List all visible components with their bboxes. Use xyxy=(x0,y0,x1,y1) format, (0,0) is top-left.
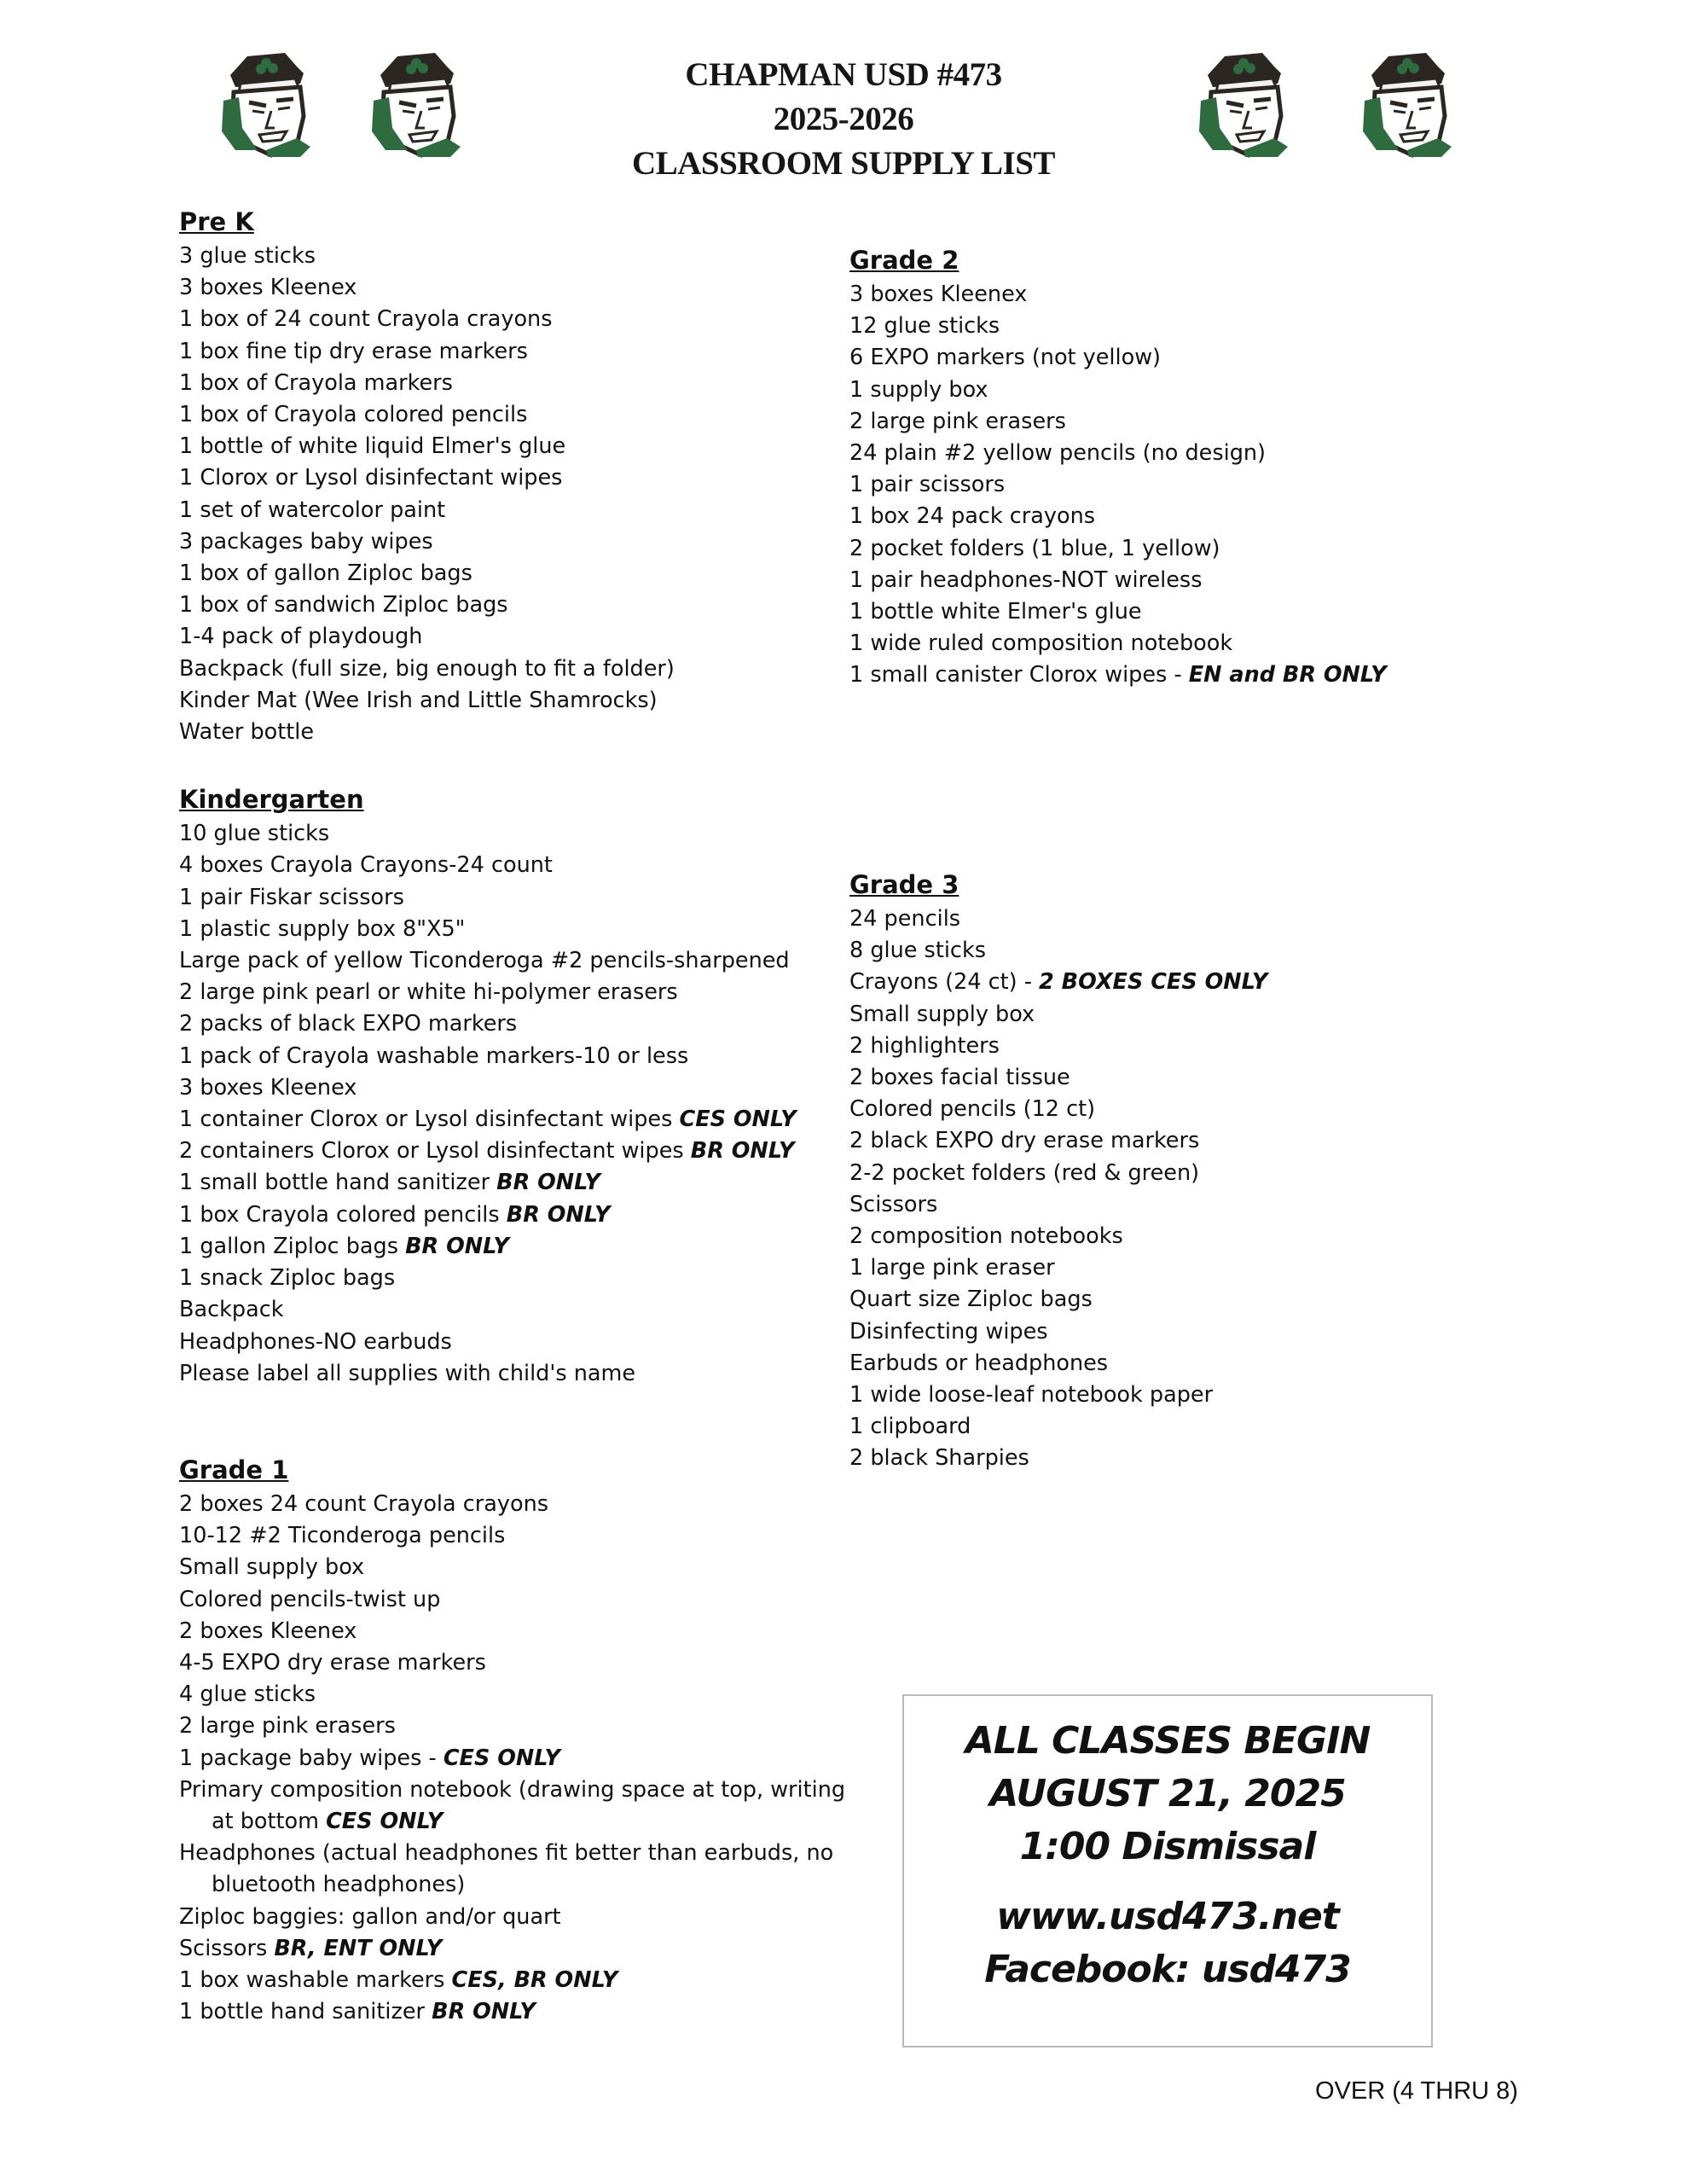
item-text: Water bottle xyxy=(179,719,315,746)
item-text: 1 box of sandwich Ziploc bags xyxy=(179,592,508,619)
item-text: 4 boxes Crayola Crayons-24 count xyxy=(179,852,553,879)
item-text: 1 small canister Clorox wipes - xyxy=(849,662,1189,688)
list-item xyxy=(849,967,1464,998)
section-title: Kindergarten xyxy=(179,785,364,815)
item-text: 2 containers Clorox or Lysol disinfectant wipes xyxy=(179,1138,691,1165)
list-item xyxy=(179,1489,861,1520)
item-text: 2 boxes 24 count Crayola crayons xyxy=(179,1490,549,1517)
item-text: 4 glue sticks xyxy=(179,1682,316,1708)
item-text: 3 boxes Kleenex xyxy=(849,282,1028,307)
item-text: 1 large pink eraser xyxy=(849,1255,1055,1281)
list-item xyxy=(849,1284,1464,1316)
availability-note: BR, ENT ONLY xyxy=(274,1935,443,1961)
list-item xyxy=(179,1008,861,1040)
list-item xyxy=(849,1252,1464,1284)
item-text: Colored pencils-twist up xyxy=(179,1586,441,1612)
section-grade1 xyxy=(179,1451,861,2028)
notice-line: ALL CLASSES BEGIN xyxy=(965,1719,1371,1763)
district-name: CHAPMAN USD #473 xyxy=(685,56,1002,93)
item-text: 2 large pink erasers xyxy=(179,1713,396,1740)
list-item xyxy=(849,565,1464,596)
item-text: 2 boxes facial tissue xyxy=(849,1065,1070,1091)
item-text: 1 package baby wipes - xyxy=(179,1745,443,1771)
section-grade2 xyxy=(849,241,1464,692)
item-text: Kinder Mat (Wee Irish and Little Shamrocks) xyxy=(179,687,658,713)
item-text: Small supply box xyxy=(179,1554,365,1581)
list-item xyxy=(179,850,861,881)
list-item xyxy=(179,914,861,945)
item-text: 1 box of 24 count Crayola crayons xyxy=(179,306,553,333)
list-item xyxy=(179,1743,861,1774)
list-item xyxy=(179,1231,861,1263)
list-item xyxy=(179,1327,861,1358)
availability-note: BR ONLY xyxy=(506,1201,611,1228)
item-text: 12 glue sticks xyxy=(849,313,1000,340)
item-text: 1 box washable markers xyxy=(179,1966,452,1993)
item-text: 1 bottle hand sanitizer xyxy=(179,1999,432,2025)
list-item xyxy=(179,1136,861,1167)
item-text: 1 bottle of white liquid Elmer's glue xyxy=(179,433,566,460)
item-text: 1 snack Ziploc bags xyxy=(179,1265,396,1292)
item-text: Earbuds or headphones xyxy=(849,1350,1109,1376)
list-item xyxy=(849,596,1464,628)
list-item xyxy=(179,1041,861,1072)
list-item xyxy=(179,1616,861,1647)
item-text: 1 pair Fiskar scissors xyxy=(179,884,404,910)
item-text: 1 box fine tip dry erase markers xyxy=(179,338,528,364)
list-item xyxy=(849,342,1464,374)
list-item xyxy=(179,558,861,590)
section-kindergarten xyxy=(179,781,861,1390)
list-item xyxy=(179,1294,861,1326)
list-item xyxy=(849,1411,1464,1443)
availability-note: EN and BR ONLY xyxy=(1188,662,1387,688)
list-item xyxy=(179,653,861,685)
item-text: 1 gallon Ziploc bags xyxy=(179,1233,406,1259)
item-text: 10-12 #2 Ticonderoga pencils xyxy=(179,1523,506,1549)
item-text: 1 box 24 pack crayons xyxy=(849,503,1096,530)
list-item xyxy=(179,1199,861,1231)
list-item xyxy=(849,999,1464,1031)
school-year: 2025-2026 xyxy=(773,101,914,137)
item-text: 1 supply box xyxy=(849,376,988,403)
item-text: 2 black Sharpies xyxy=(849,1445,1029,1472)
item-text: 3 packages baby wipes xyxy=(179,528,433,555)
list-item xyxy=(849,1221,1464,1252)
list-item xyxy=(179,1520,861,1552)
list-item xyxy=(179,1647,861,1679)
availability-note: BR ONLY xyxy=(690,1138,795,1165)
section-title: Pre K xyxy=(179,207,254,236)
item-text: 1 small bottle hand sanitizer xyxy=(179,1170,497,1196)
item-text: 3 glue sticks xyxy=(179,243,316,269)
classes-begin-notice xyxy=(902,1694,1433,2048)
list-item xyxy=(179,1104,861,1136)
list-item xyxy=(849,501,1464,532)
supply-list xyxy=(179,818,861,1390)
item-text: 3 boxes Kleenex xyxy=(179,1074,357,1101)
item-text: 3 boxes Kleenex xyxy=(179,275,357,301)
section-grade3 xyxy=(849,866,1464,1475)
list-item xyxy=(849,406,1464,438)
section-title: Grade 1 xyxy=(179,1455,289,1484)
item-text: 2 packs of black EXPO markers xyxy=(179,1011,518,1037)
item-text: 1 box of gallon Ziploc bags xyxy=(179,561,472,587)
item-text: Backpack xyxy=(179,1297,284,1323)
list-item xyxy=(179,1679,861,1711)
list-item xyxy=(849,935,1464,967)
document-title: CLASSROOM SUPPLY LIST xyxy=(632,145,1055,182)
list-item xyxy=(849,533,1464,565)
item-text: Small supply box xyxy=(849,1001,1035,1027)
availability-note: CES ONLY xyxy=(679,1107,797,1133)
supply-list xyxy=(849,903,1464,1475)
website-link[interactable]: www.usd473.net xyxy=(996,1895,1339,1938)
list-item xyxy=(849,903,1464,935)
item-text: Please label all supplies with child's name xyxy=(179,1360,636,1386)
item-text: Scissors xyxy=(179,1935,275,1961)
item-text: 1 wide loose-leaf notebook paper xyxy=(849,1382,1214,1409)
list-item xyxy=(849,1125,1464,1157)
item-text: 24 pencils xyxy=(849,906,961,932)
page-footer: OVER (4 THRU 8) xyxy=(1315,2077,1518,2105)
item-text: Primary composition notebook (drawing space at top, writing at bottom xyxy=(179,1776,846,1834)
supply-list xyxy=(179,1489,861,2028)
list-item xyxy=(179,882,861,914)
item-text: 1 bottle white Elmer's glue xyxy=(849,599,1142,625)
list-item xyxy=(849,311,1464,342)
section-title: Grade 3 xyxy=(849,870,959,899)
item-text: 1-4 pack of playdough xyxy=(179,624,423,650)
item-text: 6 EXPO markers (not yellow) xyxy=(849,345,1162,371)
item-text: 1 pair scissors xyxy=(849,472,1006,498)
list-item xyxy=(179,526,861,558)
list-item xyxy=(179,621,861,653)
item-text: Backpack (full size, big enough to fit a folder) xyxy=(179,655,675,682)
list-item xyxy=(849,1380,1464,1411)
document-header xyxy=(0,53,1687,186)
notice-line: 1:00 Dismissal xyxy=(1019,1825,1316,1868)
list-item xyxy=(849,1062,1464,1094)
availability-note: CES ONLY xyxy=(326,1808,443,1834)
list-item xyxy=(179,1933,861,1965)
list-item xyxy=(849,279,1464,311)
item-text: 1 box of Crayola markers xyxy=(179,369,453,396)
item-text: 1 plastic supply box 8"X5" xyxy=(179,915,466,942)
left-column xyxy=(179,203,861,2028)
item-text: 2 pocket folders (1 blue, 1 yellow) xyxy=(849,535,1220,561)
list-item xyxy=(179,977,861,1008)
availability-note: CES ONLY xyxy=(443,1745,560,1771)
item-text: 2 black EXPO dry erase markers xyxy=(849,1128,1200,1154)
list-item xyxy=(179,717,861,748)
list-item xyxy=(179,304,861,335)
item-text: Ziploc baggies: gallon and/or quart xyxy=(179,1903,561,1930)
list-item xyxy=(179,1965,861,1996)
item-text: 2 large pink erasers xyxy=(849,408,1066,434)
notice-line: AUGUST 21, 2025 xyxy=(989,1772,1346,1815)
item-text: 1 container Clorox or Lysol disinfectant wipes xyxy=(179,1107,680,1133)
item-text: 1 pack of Crayola washable markers-10 or less xyxy=(179,1043,689,1069)
item-text: Quart size Ziploc bags xyxy=(849,1287,1093,1313)
item-text: 2-2 pocket folders (red & green) xyxy=(849,1159,1200,1186)
item-text: Headphones (actual headphones fit better than earbuds, no bluetooth headphones) xyxy=(179,1840,834,1898)
list-item xyxy=(179,685,861,717)
list-item xyxy=(179,431,861,462)
item-text: 1 clipboard xyxy=(849,1414,971,1440)
list-item xyxy=(849,1158,1464,1189)
availability-note: CES, BR ONLY xyxy=(451,1966,618,1993)
list-item xyxy=(179,590,861,621)
list-item xyxy=(179,462,861,494)
item-text: 1 set of watercolor paint xyxy=(179,497,446,523)
section-prek xyxy=(179,203,861,748)
list-item xyxy=(179,1902,861,1933)
availability-note: 2 BOXES CES ONLY xyxy=(1039,969,1268,996)
item-text: Scissors xyxy=(849,1191,938,1217)
item-text: Headphones-NO earbuds xyxy=(179,1328,452,1355)
list-item xyxy=(179,945,861,977)
list-item xyxy=(179,1167,861,1199)
list-item xyxy=(849,628,1464,659)
availability-note: BR ONLY xyxy=(432,1999,536,2025)
list-item xyxy=(179,495,861,526)
availability-note: BR ONLY xyxy=(405,1233,509,1259)
list-item xyxy=(849,375,1464,406)
list-item xyxy=(179,1584,861,1616)
availability-note: BR ONLY xyxy=(496,1170,600,1196)
supply-list xyxy=(179,241,861,748)
item-text: 24 plain #2 yellow pencils (no design) xyxy=(849,440,1266,467)
list-item xyxy=(179,368,861,399)
list-item xyxy=(179,1774,861,1838)
list-item xyxy=(179,272,861,304)
item-text: 8 glue sticks xyxy=(849,938,986,964)
list-item xyxy=(179,399,861,431)
list-item xyxy=(179,336,861,368)
list-item xyxy=(849,1031,1464,1062)
list-item xyxy=(179,1552,861,1583)
item-text: 10 glue sticks xyxy=(179,821,330,847)
item-text: Disinfecting wipes xyxy=(849,1318,1048,1345)
item-text: 4-5 EXPO dry erase markers xyxy=(179,1649,486,1676)
item-text: 2 boxes Kleenex xyxy=(179,1618,357,1644)
list-item xyxy=(179,1711,861,1742)
supply-list xyxy=(849,279,1464,692)
list-item xyxy=(849,1094,1464,1125)
item-text: 2 highlighters xyxy=(849,1032,1000,1059)
list-item xyxy=(849,1443,1464,1474)
list-item xyxy=(179,241,861,272)
item-text: 1 box Crayola colored pencils xyxy=(179,1201,507,1228)
list-item xyxy=(849,1348,1464,1380)
list-item xyxy=(179,818,861,850)
item-text: Large pack of yellow Ticonderoga #2 pencils-sharpened xyxy=(179,948,790,974)
section-title: Grade 2 xyxy=(849,246,959,275)
item-text: Crayons (24 ct) - xyxy=(849,969,1040,996)
list-item xyxy=(849,1189,1464,1221)
list-item xyxy=(179,1358,861,1390)
item-text: 2 large pink pearl or white hi-polymer erasers xyxy=(179,979,678,1006)
item-text: 1 box of Crayola colored pencils xyxy=(179,402,528,428)
list-item xyxy=(179,1996,861,2028)
list-item xyxy=(849,438,1464,469)
item-text: 1 pair headphones-NOT wireless xyxy=(849,566,1203,593)
list-item xyxy=(179,1838,861,1901)
item-text: Colored pencils (12 ct) xyxy=(849,1096,1096,1123)
list-item xyxy=(179,1263,861,1294)
item-text: 2 composition notebooks xyxy=(849,1223,1123,1250)
list-item xyxy=(849,1316,1464,1348)
item-text: 1 wide ruled composition notebook xyxy=(849,630,1233,657)
list-item xyxy=(849,659,1464,691)
list-item xyxy=(849,469,1464,501)
facebook-handle: Facebook: usd473 xyxy=(984,1948,1351,1991)
item-text: 1 Clorox or Lysol disinfectant wipes xyxy=(179,465,563,491)
list-item xyxy=(179,1072,861,1104)
